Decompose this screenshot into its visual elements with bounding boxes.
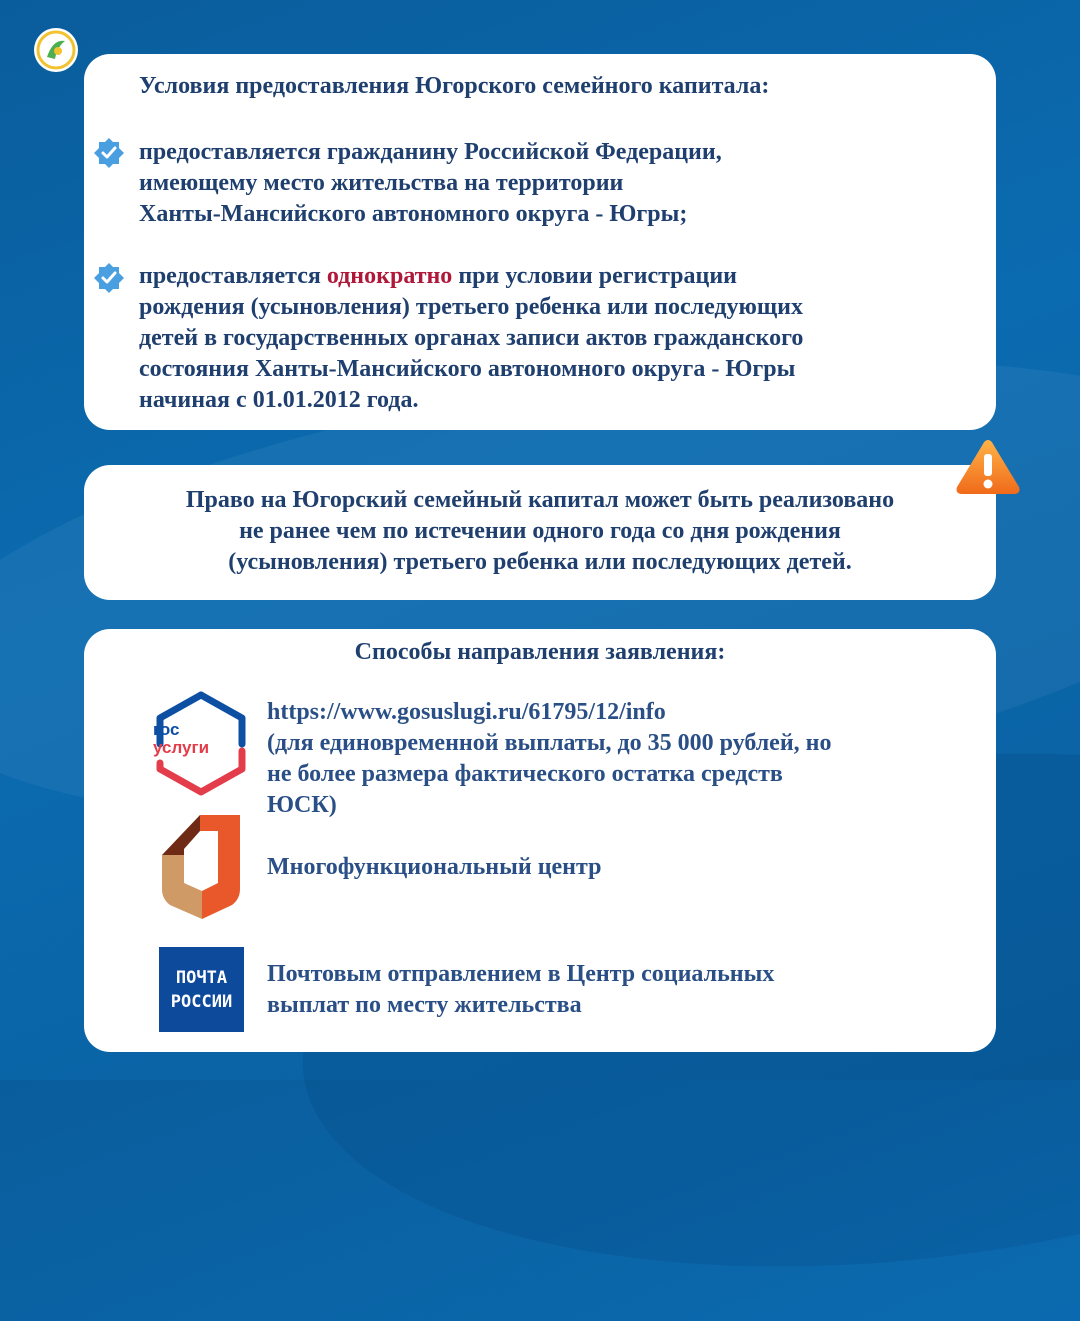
condition-2-line-5: начиная с 01.01.2012 года. <box>139 387 419 413</box>
methods-title: Способы направления заявления: <box>354 639 726 665</box>
pochta-logo-text-bottom: РОССИИ <box>170 992 233 1012</box>
verified-check-icon <box>93 262 125 294</box>
condition-2-line-3: детей в государственных органах записи актов гражданского <box>139 325 804 351</box>
gosuslugi-logo-text-top: гос <box>153 720 180 739</box>
submission-methods-card <box>84 629 996 1052</box>
verified-check-icon <box>93 137 125 169</box>
condition-item-1 <box>139 137 722 230</box>
condition-2-line-1 <box>139 261 803 292</box>
condition-2-line-2: рождения (усыновления) третьего ребенка или последующих <box>139 294 803 320</box>
condition-2-line-4: состояния Ханты-Мансийского автономного округа - Югры <box>139 356 796 382</box>
gosuslugi-logo-text-bottom: услуги <box>153 738 210 757</box>
condition-item-2 <box>139 261 803 416</box>
conditions-card <box>84 54 996 430</box>
notice-line-3: (усыновления) третьего ребенка или последующих детей. <box>228 549 852 575</box>
conditions-title: Условия предоставления Югорского семейного капитала: <box>139 73 770 99</box>
condition-2-prefix: предоставляется <box>139 263 327 289</box>
gosuslugi-url-link[interactable]: https://www.gosuslugi.ru/61795/12/info <box>267 699 666 725</box>
right-notice-text <box>84 485 996 578</box>
notice-line-1: Право на Югорский семейный капитал может быть реализовано <box>185 487 895 513</box>
gosuslugi-line-2: (для единовременной выплаты, до 35 000 рублей, но <box>267 730 832 756</box>
notice-line-2: не ранее чем по истечении одного года со дня рождения <box>239 518 841 544</box>
pochta-logo-text-top: ПОЧТА <box>175 968 228 988</box>
condition-1-line-1: предоставляется гражданину Российской Федерации, <box>139 139 722 165</box>
gosuslugi-line-3: не более размера фактического остатка средств <box>267 761 783 787</box>
gosuslugi-method <box>267 697 832 821</box>
condition-2-suffix: при условии регистрации <box>452 263 738 289</box>
condition-1-line-3: Ханты-Мансийского автономного округа - Югры; <box>139 201 688 227</box>
gosuslugi-line-4: ЮСК) <box>267 792 337 818</box>
mfc-method-label: Многофункциональный центр <box>267 854 602 880</box>
warning-icon <box>953 437 1023 497</box>
post-line-2: выплат по месту жительства <box>267 992 582 1018</box>
pochta-logo-icon <box>159 947 244 1032</box>
org-logo-icon <box>33 27 79 73</box>
condition-1-line-2: имеющему место жительства на территории <box>139 170 624 196</box>
mfc-logo-icon <box>162 815 240 919</box>
post-method <box>267 959 774 1021</box>
once-highlight: однократно <box>326 263 453 289</box>
right-notice-card <box>84 465 996 600</box>
post-line-1: Почтовым отправлением в Центр социальных <box>267 961 775 987</box>
